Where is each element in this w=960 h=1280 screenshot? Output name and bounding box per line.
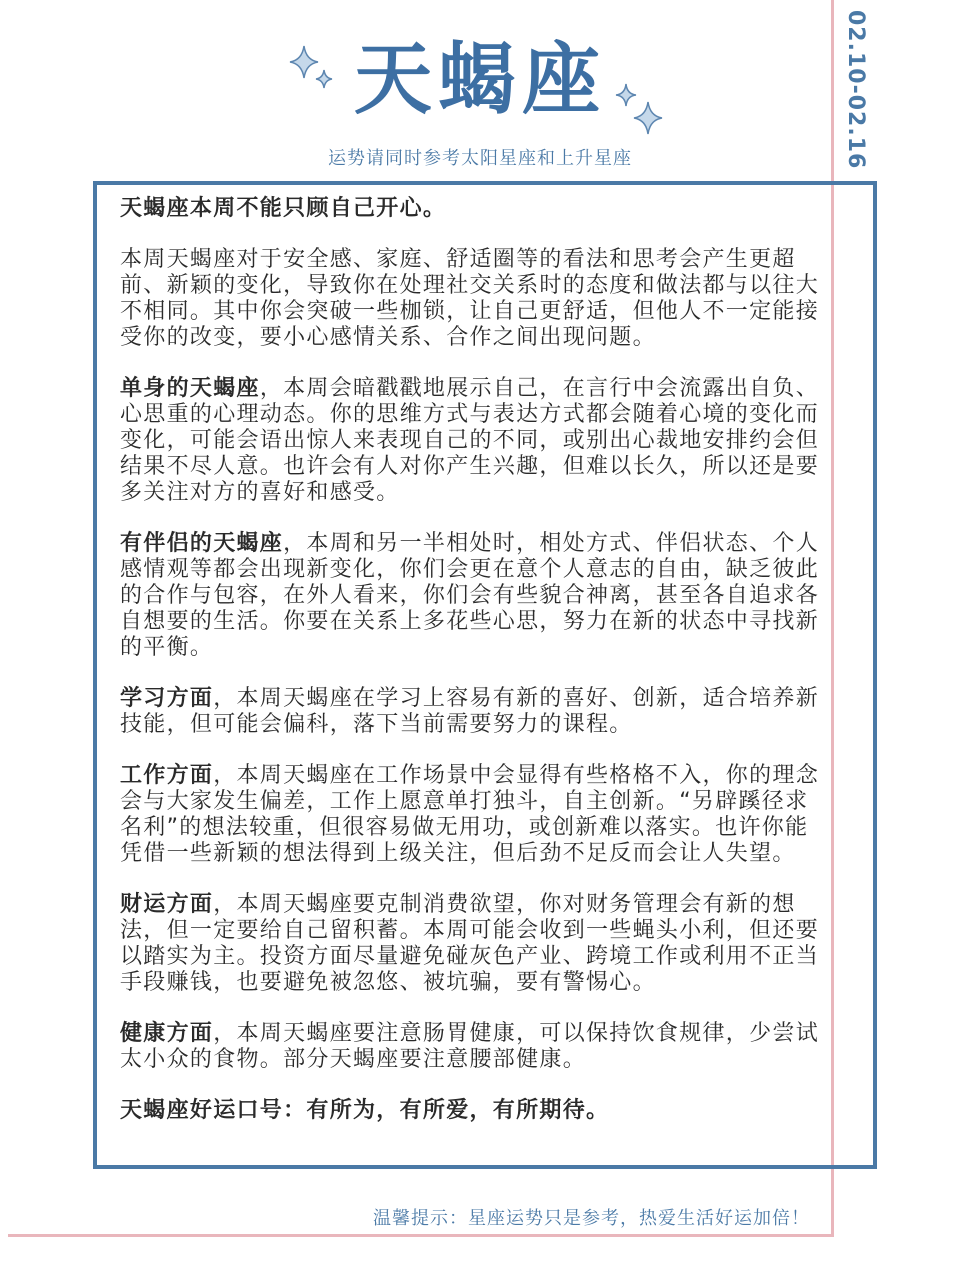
date-range: 02.10-02.16 [843, 10, 868, 170]
section-wealth [120, 892, 820, 996]
intro-paragraph: 本周天蝎座对于安全感、家庭、舒适圈等的看法和思考会产生更超前、新颖的变化，导致你在处理社交关系时的态度和做法都与以往大不相同。其中你会突破一些枷锁，让自己更舒适，但他人不一定能接受你的改变，要小心感情关系、合作之间出现问题。 [120, 247, 820, 350]
section-text: ，本周天蝎座在学习上容易有新的喜好、创新，适合培养新技能，但可能会偏科，落下当前需要努力的课程。 [120, 686, 820, 737]
page-title: 天蝎座 [353, 35, 606, 125]
footer-tip: 温馨提示：星座运势只是参考，热爱生活好运加倍！ [373, 1208, 810, 1229]
section-label: 学习方面 [120, 686, 214, 711]
section-text: ，本周和另一半相处时，相处方式、伴侣状态、个人感情观等都会出现新变化，你们会更在意个人意志的自由，缺乏彼此的合作与包容，在外人看来，你们会有些貌合神离，甚至各自追求各自想要的生活。你要在关系上多花些心思，努力在新的状态中寻找新的平衡。 [120, 531, 820, 660]
section-text: ，本周天蝎座要注意肠胃健康，可以保持饮食规律，少尝试太小众的食物。部分天蝎座要注意腰部健康。 [120, 1021, 820, 1072]
section-text: ，本周天蝎座要克制消费欲望，你对财务管理会有新的想法，但一定要给自己留积蓄。本周可能会收到一些蝇头小利，但还要以踏实为主。投资方面尽量避免碰灰色产业、跨境工作或利用不正当手段赚钱，也要避免被忽悠、被坑骗，要有警惕心。 [120, 892, 820, 995]
section-label: 健康方面 [120, 1021, 214, 1046]
section-work [120, 763, 820, 867]
section-text: ，本周会暗戳戳地展示自己，在言行中会流露出自负、心思重的心理动态。你的思维方式与表达方式都会随着心境的变化而变化，可能会语出惊人来表现自己的不同，或别出心裁地安排约会但结果不尽人意。也许会有人对你产生兴趣，但难以长久，所以还是要多关注对方的喜好和感受。 [120, 376, 820, 505]
section-label: 有伴侣的天蝎座 [120, 531, 284, 556]
horoscope-content [120, 196, 820, 1149]
section-label: 工作方面 [120, 763, 214, 788]
section-label: 财运方面 [120, 892, 214, 917]
section-health [120, 1021, 820, 1073]
sparkle-icon-right [612, 80, 668, 136]
pink-horizontal-line [8, 1234, 834, 1237]
section-single [120, 376, 820, 506]
section-study [120, 686, 820, 738]
section-label: 单身的天蝎座 [120, 376, 260, 401]
slogan: 天蝎座好运口号：有所为，有所爱，有所期待。 [120, 1098, 610, 1123]
subtitle: 运势请同时参考太阳星座和上升星座 [328, 148, 632, 169]
section-couple [120, 531, 820, 661]
section-text: ，本周天蝎座在工作场景中会显得有些格格不入，你的理念会与大家发生偏差，工作上愿意单打独斗，自主创新。“另辟蹊径求名利”的想法较重，但很容易做无用功，或创新难以落实。也许你能凭借一些新颖的想法得到上级关注，但后劲不足反而会让人失望。 [120, 763, 820, 866]
headline: 天蝎座本周不能只顾自己开心。 [120, 196, 447, 221]
